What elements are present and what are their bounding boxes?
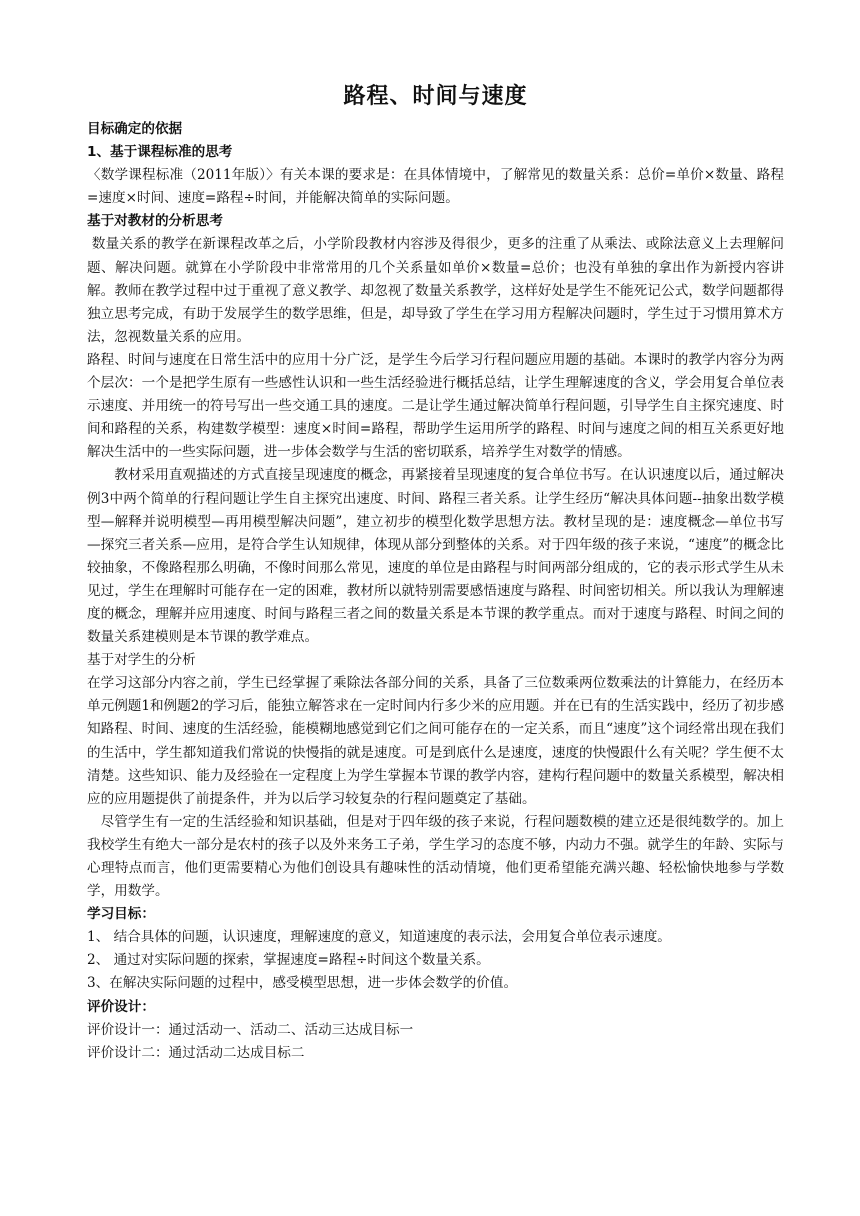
learning-goal-2: 2、 通过对实际问题的探索，掌握速度=路程÷时间这个数量关系。 <box>87 952 490 969</box>
section-heading-curriculum: 1、基于课程标准的思考 <box>87 144 233 161</box>
paragraph-textbook-analysis-1: 数量关系的教学在新课程改革之后，小学阶段教材内容涉及得很少，更多的注重了从乘法、或除法意义上去理解问题、解决问题。就算在小学阶段中非常常用的几个关系量如单价×数量=总价；也没有单独的拿出作为新授内容讲解。教师在教学过程中过于重视了意义教学、却忽视了数量关系教学，这样好处是学生不能死记公式，数学问题都得独立思考完成，有助于发展学生的数学思维，但是，却导致了学生在学习用方程解决问题时，学生过于习惯用算术方法，忽视数量关系的应用。 <box>87 236 784 345</box>
learning-goal-1: 1、 结合具体的问题，认识速度，理解速度的意义，知道速度的表示法，会用复合单位表示速度。 <box>87 929 671 946</box>
section-heading-evaluation: 评价设计： <box>87 998 155 1015</box>
evaluation-design-2: 评价设计二：通过活动二达成目标二 <box>87 1044 305 1061</box>
paragraph-textbook-analysis-3: 教材采用直观描述的方式直接呈现速度的概念，再紧接着呈现速度的复合单位书写。在认识速度以后，通过解决例3中两个简单的行程问题让学生自主探究出速度、时间、路程三者关系。让学生经历“解决具体问题--抽象出数学模型—解释并说明模型—再用模型解决问题”，建立初步的模型化数学思想方法。教材呈现的是：速度概念—单位书写—探究三者关系—应用，是符合学生认知规律，体现从部分到整体的关系。对于四年级的孩子来说，“速度”的概念比较抽象，不像路程那么明确，不像时间那么常见，速度的单位是由路程与时间两部分组成的，它的表示形式学生从未见过，学生在理解时可能存在一定的困难，教材所以就特别需要感悟速度与路程、时间密切相关。所以我认为理解速度的概念，理解并应用速度、时间与路程三者之间的数量关系是本节课的教学重点。而对于速度与路程、时间之间的数量关系建模则是本节课的教学难点。 <box>87 467 784 646</box>
section-heading-basis: 目标确定的依据 <box>87 121 183 137</box>
section-heading-textbook: 基于对教材的分析思考 <box>87 213 223 230</box>
section-heading-students: 基于对学生的分析 <box>87 652 196 669</box>
evaluation-design-1: 评价设计一：通过活动一、活动二、活动三达成目标一 <box>87 1021 414 1038</box>
paragraph-curriculum-standard: 〈数学课程标准（2011年版）〉有关本课的要求是：在具体情境中，了解常见的数量关系：总价=单价×数量、路程=速度×时间、速度=路程÷时间，并能解决简单的实际问题。 <box>87 167 784 207</box>
section-heading-learning-goals: 学习目标： <box>87 906 155 923</box>
paragraph-textbook-analysis-2: 路程、时间与速度在日常生活中的应用十分广泛，是学生今后学习行程问题应用题的基础。本课时的教学内容分为两个层次：一个是把学生原有一些感性认识和一些生活经验进行概括总结，让学生理解速度的含义，学会用复合单位表示速度、并用统一的符号写出一些交通工具的速度。二是让学生通过解决简单行程问题，引导学生自主探究速度、时间和路程的关系，构建数学模型：速度×时间=路程，帮助学生运用所学的路程、时间与速度之间的相互关系更好地解决生活中的一些实际问题，进一步体会数学与生活的密切联系，培养学生对数学的情感。 <box>87 351 784 461</box>
document-page <box>87 82 784 1065</box>
document-title: 路程、时间与速度 <box>343 84 528 109</box>
paragraph-student-analysis-2: 尽管学生有一定的生活经验和知识基础，但是对于四年级的孩子来说，行程问题数模的建立还是很纯数学的。加上我校学生有绝大一部分是农村的孩子以及外来务工子弟，学生学习的态度不够，内动力不强。就学生的年龄、实际与心理特点而言，他们更需要精心为他们创设具有趣味性的活动情境，他们更希望能充满兴趣、轻松愉快地参与学数学，用数学。 <box>87 813 784 900</box>
learning-goal-3: 3、在解决实际问题的过程中，感受模型思想，进一步体会数学的价值。 <box>87 975 518 992</box>
paragraph-student-analysis-1: 在学习这部分内容之前，学生已经掌握了乘除法各部分间的关系，具备了三位数乘两位数乘法的计算能力，在经历本单元例题1和例题2的学习后，能独立解答求在一定时间内行多少米的应用题。并在已有的生活实践中，经历了初步感知路程、时间、速度的生活经验，能模糊地感觉到它们之间可能存在的一定关系，而且“速度”这个词经常出现在我们的生活中，学生都知道我们常说的快慢指的就是速度。可是到底什么是速度，速度的快慢跟什么有关呢？学生便不太清楚。这些知识、能力及经验在一定程度上为学生掌握本节课的教学内容，建构行程问题中的数量关系模型，解决相应的应用题提供了前提条件，并为以后学习较复杂的行程问题奠定了基础。 <box>87 675 784 807</box>
